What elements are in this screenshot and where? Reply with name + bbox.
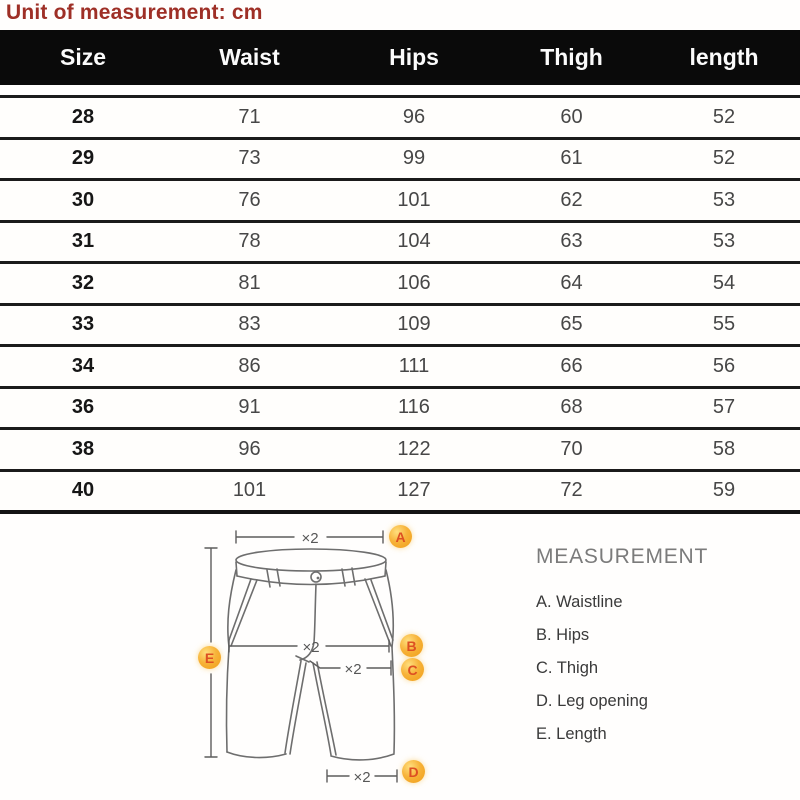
header-cell: Thigh [540,44,603,70]
cell-size: 34 [71,354,95,377]
cell-length: 54 [712,271,736,294]
cell-size: 28 [71,105,95,128]
cell-waist: 91 [238,396,261,419]
cell-thigh: 61 [560,147,583,170]
cell-size: 33 [71,313,95,336]
legend-item: A. Waistline [536,593,623,611]
cell-waist: 76 [238,188,261,211]
header-cell: Waist [219,44,280,70]
cell-length: 52 [712,105,736,128]
cell-hips: 104 [397,230,431,253]
cell-waist: 83 [238,313,261,336]
x2-label-b: ×2 [302,639,320,656]
cell-size: 36 [71,396,95,419]
cell-length: 58 [712,437,736,460]
header-cell: length [689,44,759,70]
cell-size: 31 [71,230,95,253]
legend-item: B. Hips [536,626,590,644]
legend-title: MEASUREMENT [536,545,709,568]
cell-length: 57 [712,396,736,419]
cell-thigh: 68 [560,396,583,419]
cell-thigh: 65 [560,313,583,336]
cell-length: 55 [712,313,736,336]
pocket-right [365,579,393,646]
cell-length: 52 [712,147,736,170]
measurement-legend [536,545,786,758]
legend-item: D. Leg opening [536,692,648,710]
marker-b-badge: B [400,634,423,657]
shorts-waistband [236,549,386,587]
cell-waist: 81 [238,271,261,294]
cell-waist: 101 [232,479,267,502]
cell-thigh: 72 [560,479,583,502]
cell-hips: 101 [397,188,431,211]
measurement-lines [205,531,397,782]
cell-hips: 111 [398,354,430,377]
cell-hips: 106 [397,271,431,294]
cell-size: 32 [71,271,95,294]
cell-waist: 96 [238,437,261,460]
cell-hips: 99 [402,147,426,170]
cell-thigh: 63 [560,230,583,253]
marker-e-badge: E [198,646,221,669]
cell-hips: 96 [402,105,426,128]
cell-size: 40 [71,479,95,502]
cell-waist: 86 [238,354,261,377]
cell-thigh: 66 [560,354,583,377]
cell-thigh: 60 [560,105,583,128]
cell-length: 56 [712,354,736,377]
cell-hips: 127 [397,479,431,502]
header-cell: Hips [389,44,439,70]
button [311,572,321,582]
cell-size: 30 [71,188,95,211]
cell-hips: 109 [397,313,431,336]
legend-items [536,593,786,758]
cell-hips: 122 [397,437,431,460]
cell-waist: 78 [238,230,261,253]
pocket-left [229,579,257,646]
marker-d-badge: D [402,760,425,783]
cell-length: 53 [712,188,736,211]
cell-thigh: 62 [560,188,583,211]
marker-a-badge: A [389,525,412,548]
x2-label-d: ×2 [353,769,371,786]
marker-c-badge: C [401,658,424,681]
belt-loop-left [267,569,280,587]
cell-length: 53 [712,230,736,253]
shorts-legs [226,647,394,760]
legend-item: C. Thigh [536,659,599,677]
cell-size: 29 [71,147,95,170]
cell-waist: 73 [238,147,261,170]
header-cell: Size [59,44,107,70]
cell-length: 59 [712,479,736,502]
x2-label-c: ×2 [344,661,362,678]
cell-size: 38 [71,437,95,460]
x2-label-a: ×2 [301,530,319,547]
cell-hips: 116 [398,396,430,419]
legend-item: E. Length [536,725,607,743]
unit-of-measurement-label: Unit of measurement: cm [6,1,263,24]
cell-waist: 71 [238,105,261,128]
cell-thigh: 70 [560,437,583,460]
cell-thigh: 64 [560,271,583,294]
